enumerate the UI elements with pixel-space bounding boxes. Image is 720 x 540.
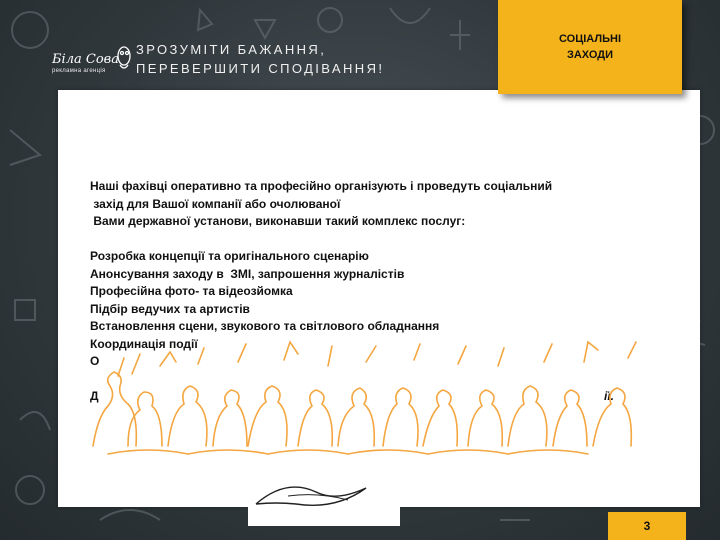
service-item: Підбір ведучих та артистів — [90, 301, 250, 316]
intro-line: захід для Вашої компанії або очолюваної — [90, 196, 341, 211]
signature-icon — [248, 466, 400, 526]
partial-left: Д — [90, 389, 99, 403]
service-item: Координація події — [90, 336, 198, 351]
service-item: Професійна фото- та відеозйомка — [90, 284, 293, 298]
crowd-illustration — [88, 336, 648, 456]
service-item: Встановлення сцени, звукового та світлового обладнання — [90, 319, 440, 333]
section-tag: СОЦІАЛЬНІ ЗАХОДИ — [498, 0, 682, 94]
service-item: О — [90, 354, 100, 368]
intro-line: Наші фахівці оперативно та професійно організують і проведуть соціальний — [90, 179, 553, 193]
intro-line: Вами державної установи, виконавши такий комплекс послуг: — [90, 214, 466, 228]
service-item: Розробка концепції та оригінального сценарію — [90, 249, 369, 263]
service-item: Анонсування заходу в ЗМІ, запрошення журналістів — [90, 266, 405, 281]
slogan: ЗРОЗУМІТИ БАЖАННЯ, ПЕРЕВЕРШИТИ СПОДІВАННЯ! — [136, 42, 385, 76]
logo-subtitle: рекламна агенція — [52, 68, 106, 74]
signature-box — [248, 466, 400, 526]
partial-right: ії. — [604, 389, 615, 403]
logo-name: Біла Сова — [52, 52, 119, 67]
page-number: 3 — [608, 512, 686, 540]
